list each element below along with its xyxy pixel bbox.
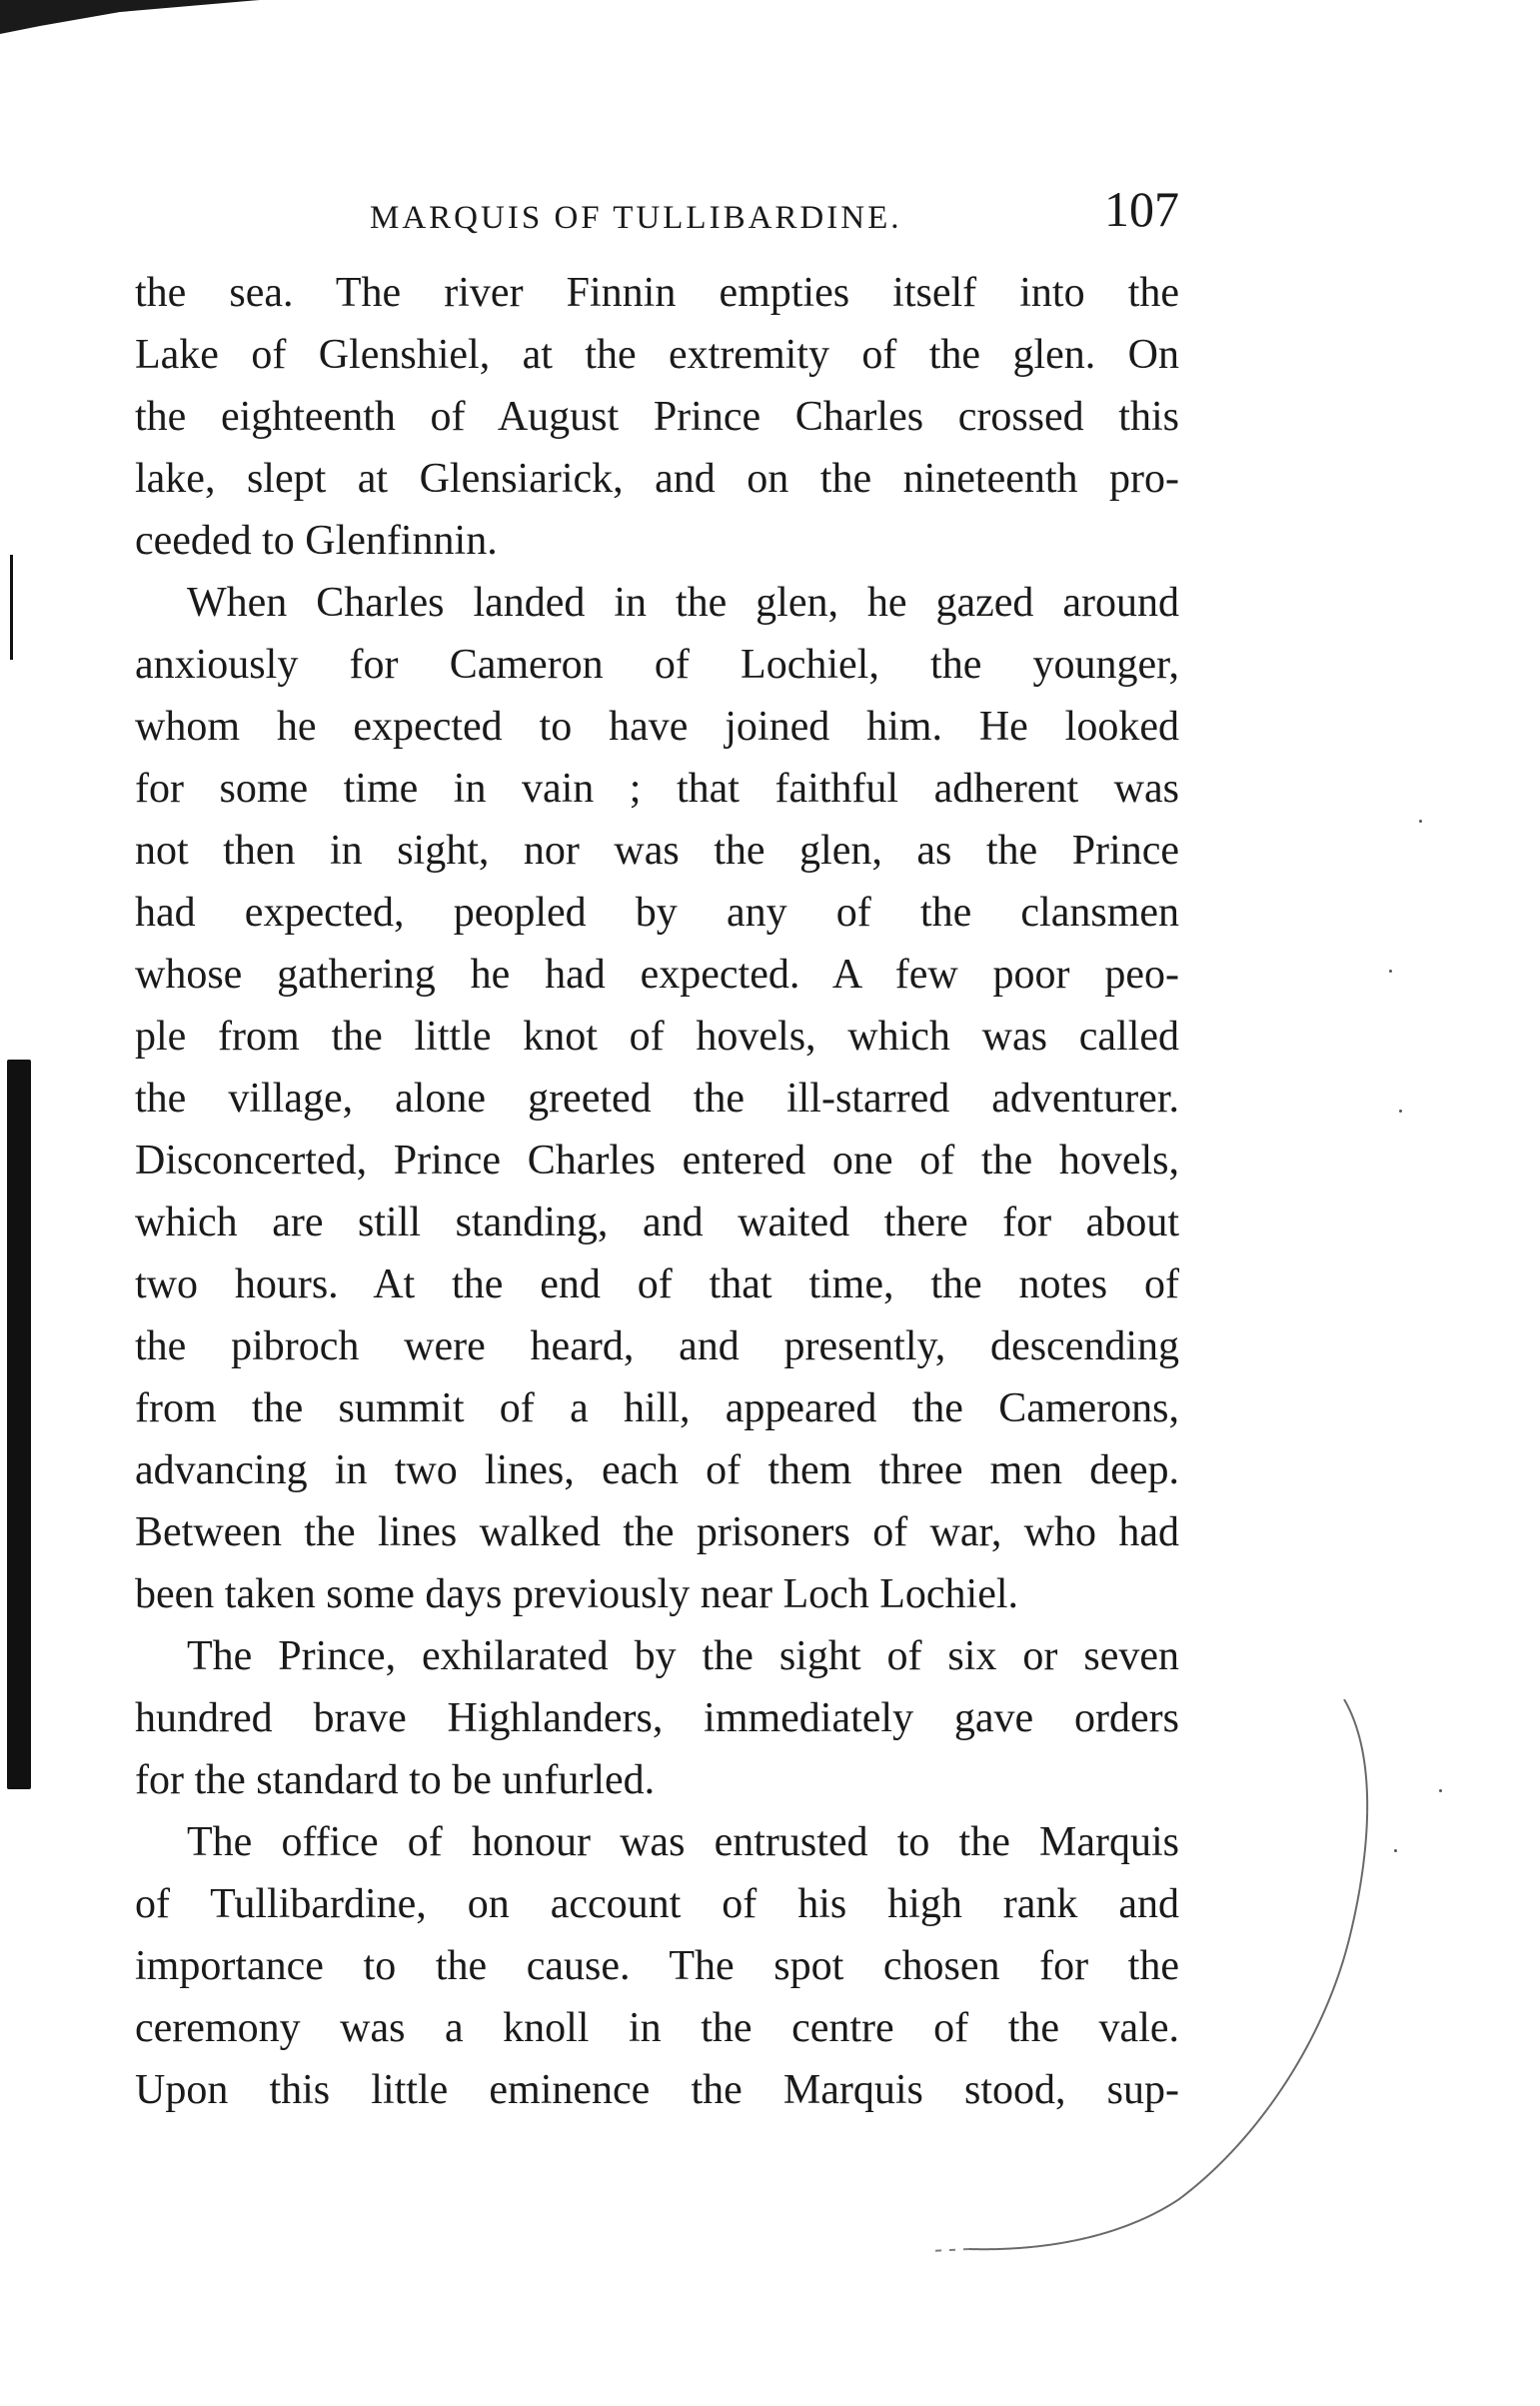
body-text	[135, 262, 1179, 2121]
paragraph	[135, 1811, 1179, 2121]
text-line: When Charles landed in the glen, he gazed around	[187, 580, 1179, 626]
text-line: which are still standing, and waited there for about	[135, 1200, 1179, 1245]
text-line: ceeded to Glenfinnin.	[135, 518, 498, 564]
text-line: Disconcerted, Prince Charles entered one of the hovels,	[135, 1138, 1179, 1184]
text-line: The Prince, exhilarated by the sight of six or seven	[187, 1633, 1179, 1679]
page-number: 107	[1104, 181, 1179, 237]
text-line: from the summit of a hill, appeared the Camerons,	[135, 1385, 1179, 1431]
text-line: for the standard to be unfurled.	[135, 1757, 656, 1803]
scan-speck	[1389, 970, 1392, 973]
text-line: been taken some days previously near Loch Lochiel.	[135, 1571, 1019, 1617]
text-line: the eighteenth of August Prince Charles crossed this	[135, 394, 1179, 440]
text-line: the village, alone greeted the ill-starred adventurer.	[135, 1076, 1179, 1122]
scan-edge-bar	[7, 1060, 31, 1789]
paragraph	[135, 262, 1179, 572]
scan-corner-smudge	[0, 0, 260, 40]
text-line: anxiously for Cameron of Lochiel, the younger,	[135, 642, 1179, 688]
text-line: advancing in two lines, each of them three men deep.	[135, 1447, 1179, 1493]
text-line: Between the lines walked the prisoners of war, who had	[135, 1509, 1179, 1555]
text-line: for some time in vain ; that faithful adherent was	[135, 766, 1179, 812]
text-line: The office of honour was entrusted to the Marquis	[187, 1819, 1179, 1865]
scan-edge-mark	[10, 555, 13, 660]
text-line: Upon this little eminence the Marquis stood, sup-	[135, 2067, 1179, 2113]
text-line: not then in sight, nor was the glen, as the Prince	[135, 828, 1179, 874]
paragraph	[135, 572, 1179, 1625]
text-line: ple from the little knot of hovels, which was called	[135, 1014, 1179, 1060]
text-line: lake, slept at Glensiarick, and on the nineteenth pro-	[135, 456, 1179, 502]
text-line: had expected, peopled by any of the clansmen	[135, 890, 1179, 936]
text-line: importance to the cause. The spot chosen for the	[135, 1943, 1179, 1989]
running-title: MARQUIS OF TULLIBARDINE.	[370, 200, 902, 236]
text-line: Lake of Glenshiel, at the extremity of the glen. On	[135, 332, 1179, 378]
text-line: of Tullibardine, on account of his high rank and	[135, 1881, 1179, 1927]
text-line: ceremony was a knoll in the centre of the vale.	[135, 2005, 1179, 2051]
text-line: the pibroch were heard, and presently, descending	[135, 1323, 1179, 1369]
text-line: the sea. The river Finnin empties itself into the	[135, 270, 1179, 316]
text-line: whom he expected to have joined him. He looked	[135, 704, 1179, 750]
scan-speck	[1399, 1110, 1402, 1113]
scan-speck	[1419, 820, 1422, 823]
scan-speck	[1439, 1789, 1442, 1792]
text-line: whose gathering he had expected. A few poor peo-	[135, 952, 1179, 998]
text-line: two hours. At the end of that time, the notes of	[135, 1261, 1179, 1307]
text-line: hundred brave Highlanders, immediately gave orders	[135, 1695, 1179, 1741]
paragraph	[135, 1625, 1179, 1811]
running-head	[135, 180, 1179, 250]
